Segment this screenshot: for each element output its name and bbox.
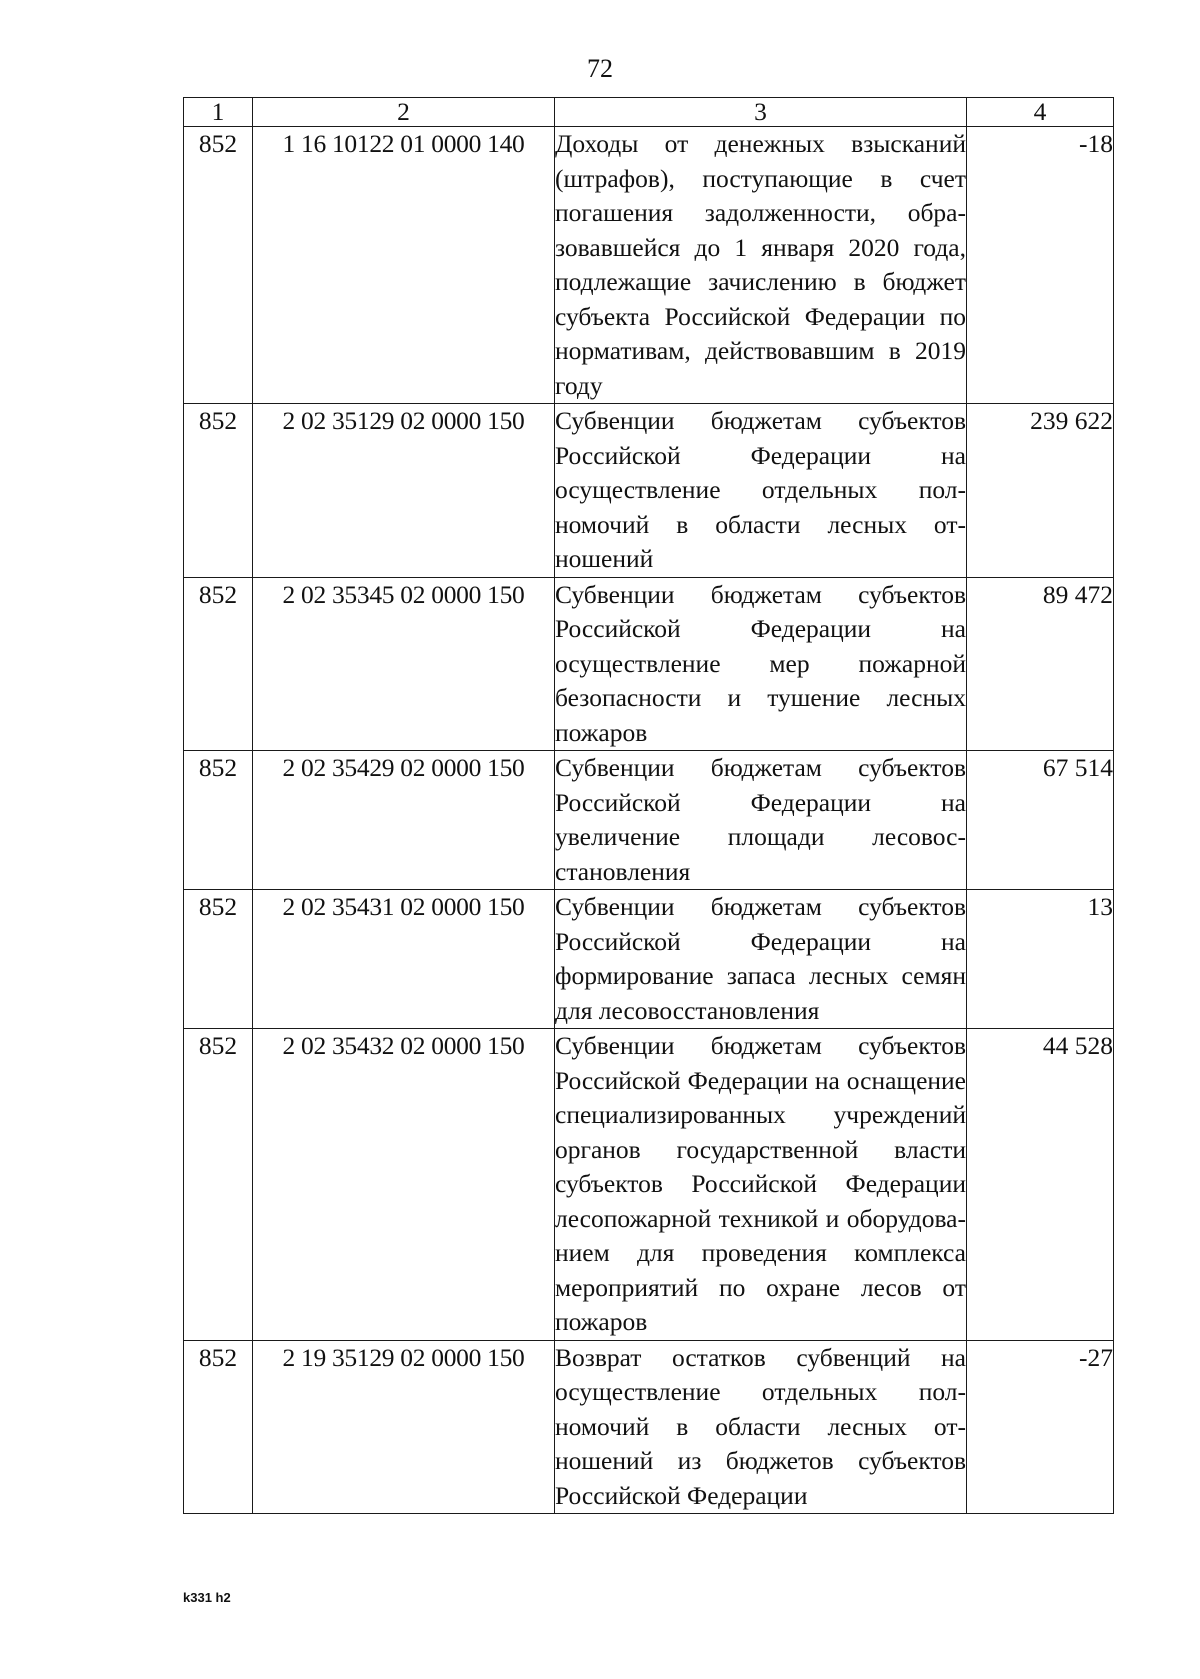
budget-code-cell: 2 02 35432 02 0000 150 [253,1029,555,1341]
column-header: 3 [555,98,967,127]
budget-code-cell: 2 02 35129 02 0000 150 [253,404,555,578]
revenue-name-cell: Субвенции бюджетам субъектов Российской Федерации на формирование запаса лесных семян для лесовосстановления [555,890,967,1029]
revenue-name-cell: Доходы от денежных взысканий (штрафов), поступающие в счет погашения задолженности, образовавшейся до 1 января 2020 года, подлежащие зачислению в бюджет субъекта Российской Федерации по нормативам, действовавшим в 2019 году [555,127,967,404]
admin-code-cell: 852 [184,890,253,1029]
budget-code-cell: 2 19 35129 02 0000 150 [253,1340,555,1514]
revenue-name-cell: Субвенции бюджетам субъектов Российской Федерации на осуществление мер пожарной безопасности и тушение лесных пожаров [555,577,967,751]
budget-code-cell: 2 02 35431 02 0000 150 [253,890,555,1029]
table-row [184,751,1114,890]
amount-cell: 13 [967,890,1114,1029]
table-row [184,404,1114,578]
column-header: 1 [184,98,253,127]
revenue-name-cell: Субвенции бюджетам субъектов Российской Федерации на осуществление отдельных полномочий в области лесных отношений [555,404,967,578]
table-row [184,1029,1114,1341]
amount-cell: 89 472 [967,577,1114,751]
budget-table [183,97,1114,1514]
amount-cell: -18 [967,127,1114,404]
revenue-name-cell: Субвенции бюджетам субъектов Российской Федерации на увеличение площади лесовосстановления [555,751,967,890]
admin-code-cell: 852 [184,1340,253,1514]
table-row [184,127,1114,404]
admin-code-cell: 852 [184,577,253,751]
amount-cell: 239 622 [967,404,1114,578]
budget-code-cell: 1 16 10122 01 0000 140 [253,127,555,404]
table-row [184,890,1114,1029]
admin-code-cell: 852 [184,404,253,578]
table-header-row [184,98,1114,127]
revenue-name-cell: Возврат остатков субвенций на осуществление отдельных полномочий в области лесных отношений из бюджетов субъектов Российской Федерации [555,1340,967,1514]
budget-code-cell: 2 02 35345 02 0000 150 [253,577,555,751]
amount-cell: 44 528 [967,1029,1114,1341]
table-row [184,1340,1114,1514]
admin-code-cell: 852 [184,127,253,404]
budget-code-cell: 2 02 35429 02 0000 150 [253,751,555,890]
page-number: 72 [587,54,613,83]
admin-code-cell: 852 [184,751,253,890]
admin-code-cell: 852 [184,1029,253,1341]
column-header: 4 [967,98,1114,127]
table-row [184,577,1114,751]
column-header: 2 [253,98,555,127]
amount-cell: -27 [967,1340,1114,1514]
revenue-name-cell: Субвенции бюджетам субъектов Российской Федерации на оснащение специализированных учреждений органов государственной власти субъектов Российской Федерации лесопожарной техникой и оборудованием для проведения комплекса мероприятий по охране лесов от пожаров [555,1029,967,1341]
footer-document-code: k331 h2 [183,1590,231,1605]
amount-cell: 67 514 [967,751,1114,890]
